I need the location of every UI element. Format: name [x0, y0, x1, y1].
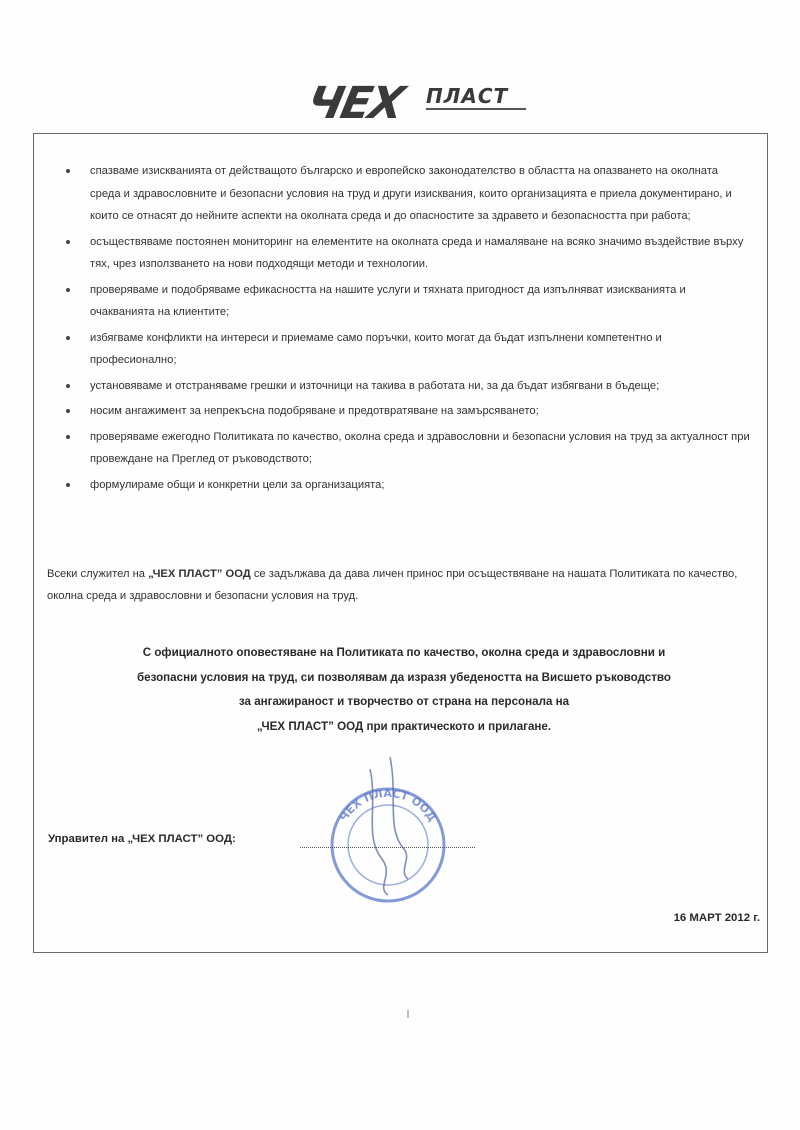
logo-underline	[426, 108, 526, 110]
paragraph-text-end: се задължава да дава личен принос при осъществяване на нашата Политиката по качество, околна среда и здравословни и безопасни условия на труд.	[47, 568, 738, 602]
logo-mark: ЧЕХ	[302, 78, 407, 129]
company-logo	[302, 78, 548, 134]
paragraph-text-start: Всеки служител на	[47, 568, 149, 580]
document-date: 16 МАРТ 2012 г.	[673, 912, 760, 924]
list-item-text: проверяваме и подобряваме ефикасността на нашите услуги и тяхната пригодност да изпълняват изискванията и очакванията на клиентите;	[90, 283, 686, 318]
bullet-icon	[66, 483, 70, 487]
closing-line: С официалното оповестяване на Политиката по качество, околна среда и здравословни и	[142, 646, 666, 659]
bullet-icon	[66, 288, 70, 292]
bullet-icon	[66, 336, 70, 340]
list-item	[60, 231, 750, 276]
bullet-icon	[66, 384, 70, 388]
closing-line: безопасни условия на труд, си позволявам да изразя убедеността на Висшето ръководство	[137, 670, 671, 684]
list-item-text: избягваме конфликти на интереси и приемаме само поръчки, които могат да бъдат изпълнени компетентно и професионално;	[90, 331, 662, 366]
list-item	[60, 375, 750, 398]
bullet-icon	[66, 409, 70, 413]
bullet-icon	[66, 169, 70, 173]
signature-label: Управител на „ЧЕХ ПЛАСТ” ООД:	[48, 833, 236, 845]
bullet-icon	[66, 240, 70, 244]
closing-line: „ЧЕХ ПЛАСТ” ООД при практическото и прилагане.	[256, 719, 552, 733]
company-name: „ЧЕХ ПЛАСТ” ООД	[148, 568, 251, 580]
list-item-text: формулираме общи и конкретни цели за организацията;	[90, 478, 385, 491]
closing-statement	[48, 641, 760, 739]
logo-word: ПЛАСТ	[426, 84, 509, 108]
list-item-text: осъществяваме постоянен мониторинг на елементите на околната среда и намаляване на всяко значимо въздействие върху тях, чрез използването на нови подходящи методи и технологии.	[90, 235, 744, 270]
bullet-icon	[66, 435, 70, 439]
list-item-text: спазваме изискванията от действащото българско и европейско законодателство в областта на опазването на околната среда и здравословните и безопасни условия на труд и други изисквания, които организацията е приела документирано, и които се отнасят до нейните аспекти на околната среда и до опасностите за здравето и безопасността при работа;	[90, 165, 732, 222]
stamp-text: ЧЕХ ПЛАСТ ООД	[337, 786, 439, 824]
employee-obligation-paragraph	[47, 563, 752, 607]
signature-line	[300, 847, 475, 848]
list-item-text: носим ангажимент за непрекъсна подобряване и предотвратяване на замърсяването;	[90, 405, 539, 417]
closing-line: за ангажираност и творчество от страна на персонала на	[238, 695, 570, 708]
list-item	[60, 327, 750, 372]
list-item	[60, 426, 750, 471]
policy-bullet-list	[60, 160, 750, 499]
list-item-text: установяваме и отстраняваме грешки и източници на такива в работата ни, за да бъдат избягвани в бъдеще;	[90, 379, 660, 392]
list-item	[60, 400, 750, 423]
list-item	[60, 474, 750, 497]
company-stamp	[312, 745, 462, 905]
page-mark	[407, 1010, 409, 1018]
list-item-text: проверяваме ежегодно Политиката по качество, околна среда и здравословни и безопасни условия на труд за актуалност при провеждане на Преглед от ръководството;	[90, 430, 750, 465]
list-item	[60, 160, 750, 228]
list-item	[60, 279, 750, 324]
